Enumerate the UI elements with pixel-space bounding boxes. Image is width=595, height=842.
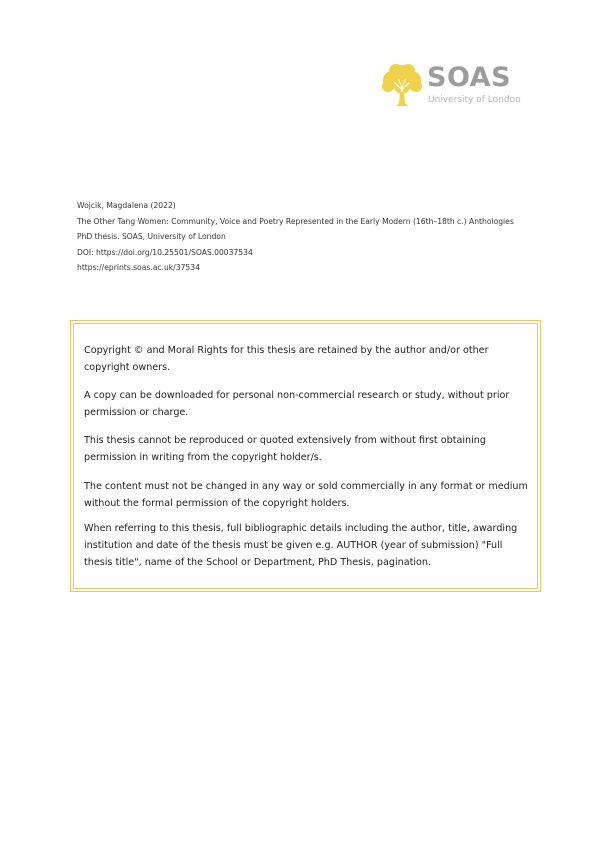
citation-author-year: Wojcik, Magdalena (2022) xyxy=(77,201,176,210)
citation-doi[interactable]: DOI: https://doi.org/10.25501/SOAS.00037534 xyxy=(77,247,253,257)
citation-block xyxy=(77,198,514,276)
citation-title: The Other Tang Women: Community, Voice and Poetry Represented in the Early Modern (16th–18th c.) Anthologies xyxy=(77,216,514,226)
rights-paragraph-citation: When referring to this thesis, full bibliographic details including the author, title, awarding institution and date of the thesis must be given e.g. AUTHOR (year of submission) "Full thesis title", name of the School or Department, PhD Thesis, pagination. xyxy=(84,523,518,568)
logo-wordmark: SOAS xyxy=(427,62,512,93)
rights-paragraph-modification: The content must not be changed in any way or sold commercially in any format or medium without the formal permission of the copyright holders. xyxy=(84,481,528,509)
citation-url[interactable]: https://eprints.soas.ac.uk/37534 xyxy=(77,263,200,272)
rights-paragraph-download: A copy can be downloaded for personal non-commercial research or study, without prior permission or charge. xyxy=(84,390,510,418)
citation-thesis-info: PhD thesis. SOAS, University of London xyxy=(77,232,226,241)
rights-paragraph-reproduction: This thesis cannot be reproduced or quoted extensively from without first obtaining permission in writing from the copyright holder/s. xyxy=(84,435,486,463)
soas-logo xyxy=(380,62,530,112)
rights-paragraph-copyright: Copyright © and Moral Rights for this thesis are retained by the author and/or other copyright owners. xyxy=(84,345,489,373)
rights-notice-box xyxy=(73,323,538,589)
logo-subtitle: University of London xyxy=(428,95,521,105)
tree-icon xyxy=(380,62,424,108)
